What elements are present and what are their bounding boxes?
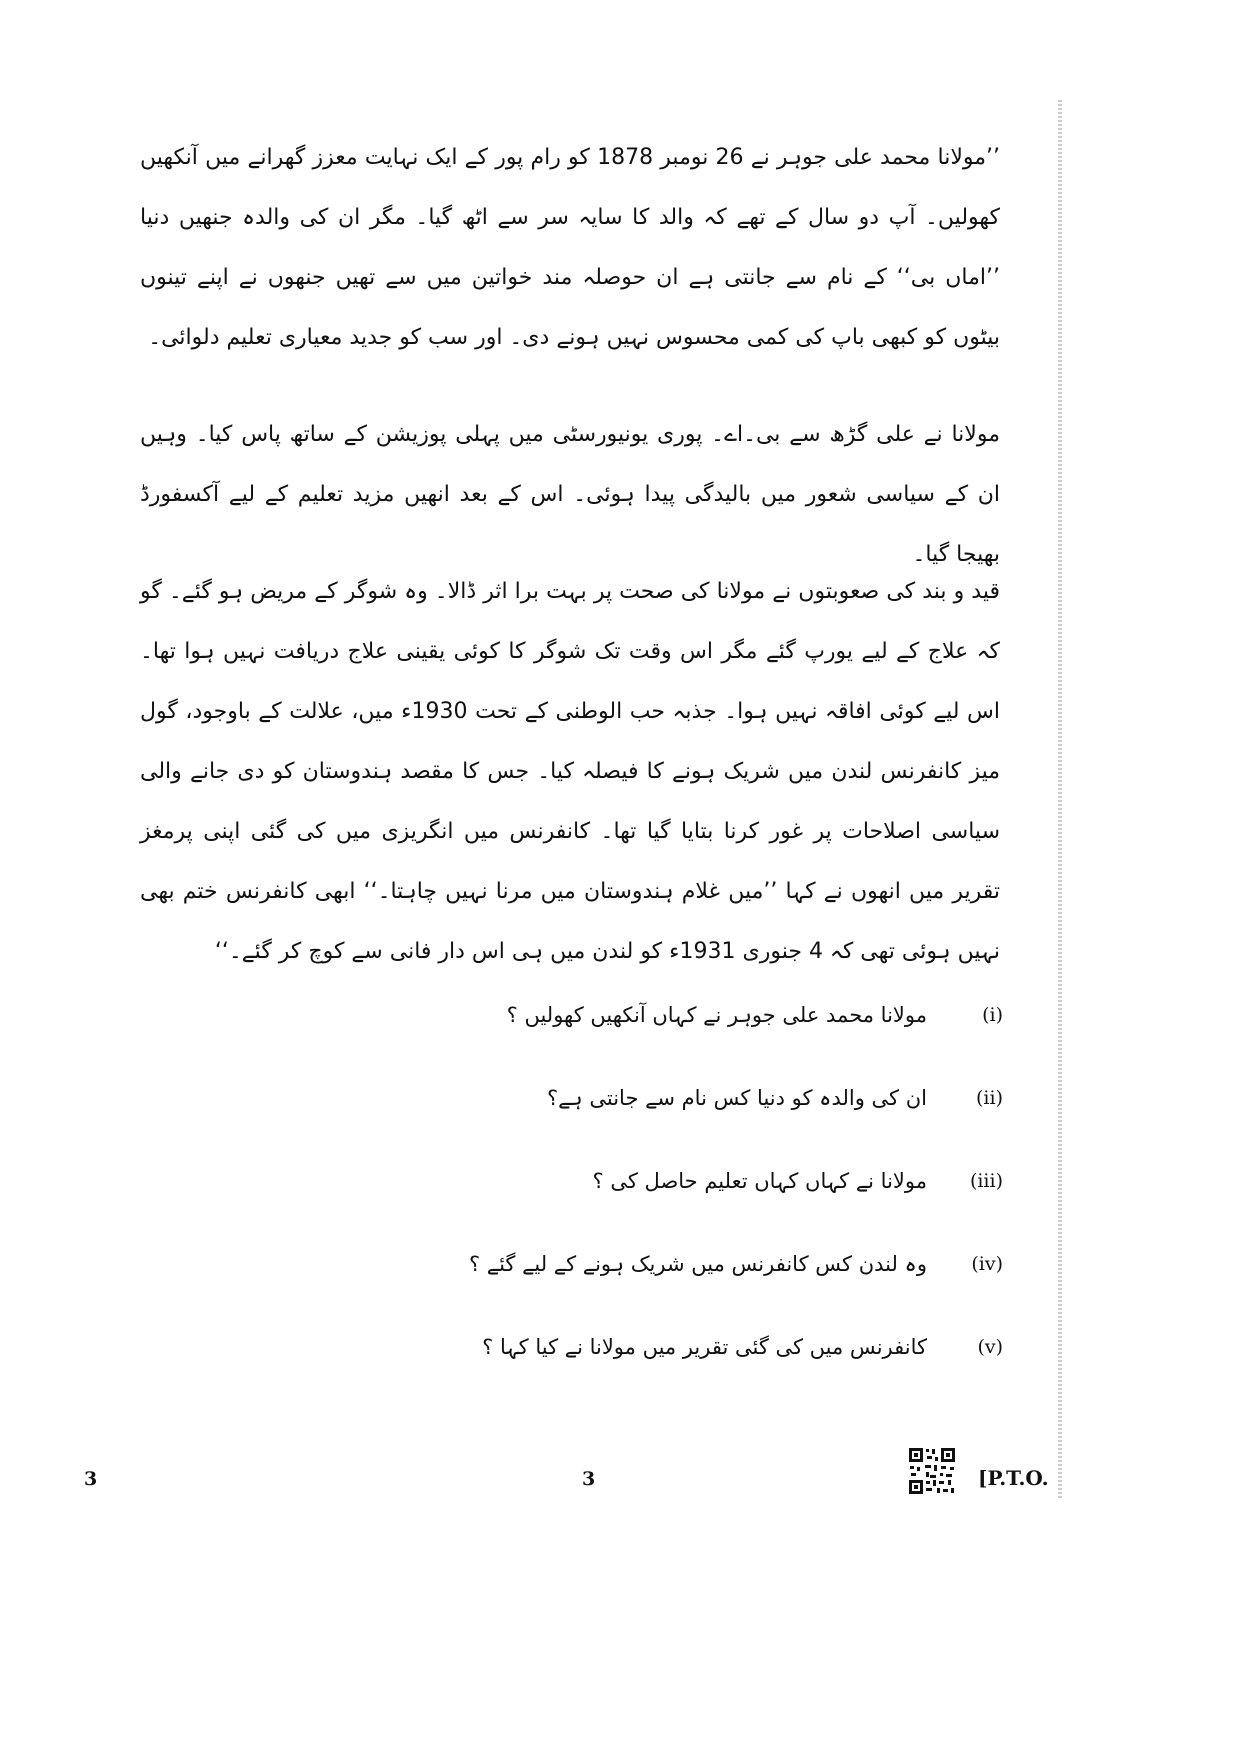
question-number: (iii) — [969, 1170, 1003, 1192]
question-item — [303, 1166, 1003, 1249]
footer-page-number-center: 3 — [582, 1468, 596, 1490]
footer-page-number-left: 3 — [84, 1468, 98, 1490]
security-microtext-strip — [1058, 100, 1062, 1500]
question-number: (v) — [977, 1336, 1003, 1358]
please-turn-over-label: [P.T.O. — [978, 1466, 1049, 1490]
passage-paragraph-1: ’’مولانا محمد علی جوہر نے 26 نومبر 1878 کو رام پور کے ایک نہایت معزز گھرانے میں آنکھیں کھولیں۔ آپ دو سال کے تھے کہ والد کا سایہ سر سے اٹھ گیا۔ مگر ان کی والدہ جنھیں دنیا ’’اماں بی‘‘ کے نام سے جانتی ہے ان حوصلہ مند خواتین میں سے تھیں جنھوں نے اپنے تینوں بیٹوں کو کبھی باپ کی کمی محسوس نہیں ہونے دی۔ اور سب کو جدید معیاری تعلیم دلوائی۔ — [140, 145, 1001, 350]
question-item — [303, 1332, 1003, 1415]
qr-code-icon — [908, 1447, 956, 1495]
question-text: وہ لندن کس کانفرنس میں شریک ہونے کے لیے گئے ؟ — [468, 1252, 927, 1276]
question-number: (ii) — [976, 1087, 1003, 1109]
question-item — [303, 1083, 1003, 1166]
question-list — [303, 1000, 1003, 1415]
question-number: (iv) — [971, 1253, 1003, 1275]
question-text: مولانا نے کہاں کہاں تعلیم حاصل کی ؟ — [592, 1169, 927, 1193]
question-number: (i) — [982, 1004, 1003, 1026]
question-item — [303, 1249, 1003, 1332]
passage-paragraph-3: قید و بند کی صعوبتوں نے مولانا کی صحت پر بہت برا اثر ڈالا۔ وہ شوگر کے مریض ہو گئے۔ گو کہ علاج کے لیے یورپ گئے مگر اس وقت تک شوگر کا کوئی یقینی علاج دریافت نہیں ہوا تھا۔ اس لیے کوئی افاقہ نہیں ہوا۔ جذبہ حب الوطنی کے تحت 1930ء میں، علالت کے باوجود، گول میز کانفرنس لندن میں شریک ہونے کا فیصلہ کیا۔ جس کا مقصد ہندوستان کو دی جانے والی سیاسی اصلاحات پر غور کرنا بتایا گیا تھا۔ کانفرنس میں انگریزی میں کی گئی اپنی پرمغز تقریر میں انھوں نے کہا ’’میں غلام ہندوستان میں مرنا نہیں چاہتا۔‘‘ ابھی کانفرنس ختم بھی نہیں ہوئی تھی کہ 4 جنوری 1931ء کو لندن میں ہی اس دار فانی سے کوچ کر گئے۔‘‘ — [140, 579, 1000, 964]
question-text: مولانا محمد علی جوہر نے کہاں آنکھیں کھولیں ؟ — [506, 1003, 927, 1027]
question-text: ان کی والدہ کو دنیا کس نام سے جانتی ہے؟ — [546, 1086, 927, 1110]
question-text: کانفرنس میں کی گئی تقریر میں مولانا نے کیا کہا ؟ — [482, 1335, 927, 1359]
question-item — [303, 1000, 1003, 1083]
passage-paragraph-2: مولانا نے علی گڑھ سے بی۔اے۔ پوری یونیورسٹی میں پہلی پوزیشن کے ساتھ پاس کیا۔ وہیں ان کے سیاسی شعور میں بالیدگی پیدا ہوئی۔ اس کے بعد انھیں مزید تعلیم کے لیے آکسفورڈ بھیجا گیا۔ — [140, 422, 1000, 567]
